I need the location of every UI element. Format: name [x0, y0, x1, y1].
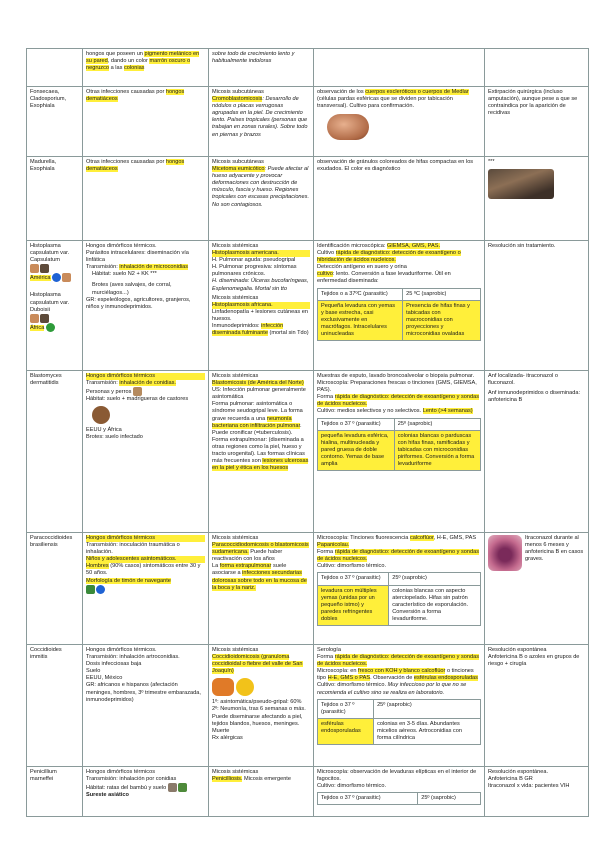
text: Cultivo: dimorfismo térmico.	[317, 682, 387, 689]
highlight: calcoflúor	[409, 535, 434, 541]
text: Cultivo: medios selectivos y no selectivos.	[317, 408, 423, 415]
diagnosis-cell	[314, 241, 485, 371]
disease-cell	[209, 767, 314, 817]
text: Suelo	[86, 668, 101, 675]
diagnosis-cell	[314, 645, 485, 767]
treatment-cell: Resolución sin tratamiento.	[485, 241, 589, 371]
features-cell	[83, 241, 209, 371]
sub-header: 25 ºC (saprobic)	[403, 288, 481, 300]
highlight: Hombres	[86, 563, 109, 570]
highlight: inhalación de conidias.	[119, 380, 176, 387]
highlight: fresco con KOH y blanco calcoflúor	[358, 668, 446, 675]
text: Muy infeccioso por lo que no se recomienda el cultivo sino se realiza en laboratorio.	[317, 682, 467, 696]
disease-cell	[209, 645, 314, 767]
text: Resolución espontánea	[488, 647, 547, 653]
diagnosis-cell: observación de gránulos coloreados de hifas compactas en los exudados. El color es diagnóstico	[314, 157, 485, 241]
organism-cell	[27, 241, 83, 371]
organism-cell: Blastomyces dermatitidis	[27, 371, 83, 533]
treatment-cell: Extirpación quirúrgica (incluso amputación), aunque pese a que se contraindica por la aparición de recidivas	[485, 87, 589, 157]
disease-cell: sobre todo de crecimiento lento y habitualmente indoloras	[209, 49, 314, 87]
flag-america-icon	[52, 273, 61, 282]
text: Hábitat: ratas del bambú y suelo	[86, 785, 167, 792]
sun-face-icon	[236, 678, 254, 696]
sub-header: 25º (saprobic)	[374, 699, 481, 718]
highlight: Coccidioidomicosis (granuloma coccidioidal o fiebre del valle de San Joaquín)	[212, 654, 303, 675]
table-row	[27, 533, 589, 645]
highlight: detección de exoantígeno y sondas de ácidos nucleicos.	[317, 394, 480, 408]
diagnosis-cell	[314, 87, 485, 157]
highlight: Micetoma eumicótico	[212, 166, 265, 173]
text: o tinciones tipo	[317, 668, 474, 682]
highlight: inhalación de microconidias	[119, 264, 189, 271]
highlight: Hongos dimórficos térmicos	[86, 373, 205, 380]
sub-cell: Pequeña levadura con yemas y base estrecha, casi exclusivamente en macrófagos. Intracelulares uninucleadas	[318, 300, 403, 340]
treatment-cell	[485, 767, 589, 817]
bird-icon	[62, 273, 71, 282]
text: Rx alérgicas	[212, 734, 243, 741]
text: Micosis sistémicas	[212, 243, 259, 249]
text: Micosis sistémicas	[212, 294, 259, 301]
diagnosis-cell	[314, 49, 485, 87]
sub-header: Tejidos o 37 º (parasitic)	[318, 573, 389, 585]
text: Muestras de esputo, lavado broncoalveolar o biopsia pulmonar.	[317, 373, 475, 379]
fungi-table	[26, 48, 589, 817]
text: La	[212, 563, 220, 570]
text: 2º: Neumonía, tras 6 semanas o más. Puede diseminarse afectando a piel, tejidos blandos, huesos, meninges. Muerte	[212, 706, 306, 734]
text: GR: africanos e hispanos (afectación meninges, hombres, 3º trimestre embarazada, inmunodeprimidos)	[86, 682, 201, 703]
disease-cell	[209, 371, 314, 533]
text: Personas y perros	[86, 389, 132, 396]
highlight: Lento (>4 semanas)	[422, 408, 473, 415]
highlight: neumonía bacteriana con infiltración pulmonar	[212, 415, 300, 429]
text: Cultivo	[317, 250, 336, 257]
text: Anfotericina B o azoles en grupos de riesgo + cirugía	[488, 654, 580, 668]
text: , dando un color	[107, 58, 150, 65]
features-cell	[83, 157, 209, 241]
features-cell	[83, 533, 209, 645]
treatment-cell	[485, 49, 589, 87]
text: Micosis sistémicas	[212, 769, 259, 775]
sub-cell: colonias blancas con aspecto aterciopelado. Hifas sin patrón característico de esporulación. Conversión a forma levaduriforme.	[389, 585, 481, 625]
highlight: colonias	[123, 65, 145, 72]
dog-icon	[133, 387, 142, 396]
text: Hábitat: suelo N2 + KK ***	[92, 271, 157, 278]
sub-header: Tejidos o 37 º (parasitic)	[318, 418, 395, 430]
text: Forma pulmonar: asintomática o síndrome seudogripal leve. La forma grave recuerda a una	[212, 401, 303, 422]
text: Forma	[317, 654, 335, 661]
table-row	[27, 87, 589, 157]
text: Microscopía: en	[317, 668, 359, 675]
highlight: Cromoblastomicosis	[212, 96, 263, 103]
text: Forma	[317, 549, 335, 556]
text: Puede haber reactivación con los años	[212, 549, 283, 563]
organism-cell	[27, 49, 83, 87]
highlight: Papanicolau.	[317, 542, 350, 549]
highlight: Niños y adolescentes asintomáticos.	[86, 556, 205, 563]
highlight: Histoplasmosis africana.	[212, 302, 310, 309]
sub-cell: esférulas endosporuladas	[318, 718, 374, 744]
highlight: detección de exoantígeno o hibridación de ácidos nucleicos.	[317, 250, 461, 264]
highlight: cultivo	[317, 271, 333, 278]
sub-header: Tejidos o 37 º (parasitic)	[318, 793, 418, 805]
text: : lento. Conversión a fase levaduriforme. Útil en enfermedad diseminada:	[317, 271, 451, 285]
text: Histoplasma capsulatum var. Capsulatum	[30, 243, 70, 264]
highlight: detección de exoantígeno y sondas de ácidos nucleicos.	[317, 549, 480, 563]
text: suele asociarse a	[212, 563, 287, 577]
culture-subtable	[317, 418, 481, 472]
treatment-cell	[485, 157, 589, 241]
foot-image	[488, 169, 554, 199]
text: Anf inmunodeprimidos o diseminada: anfotericina B	[488, 390, 581, 404]
text: Forma extrapulmonar: (diseminada a otras regiones como la piel, hueso y tracto urogenital). Las formas clínicas más frecuentes son	[212, 436, 305, 465]
highlight: rápida de diagnóstico:	[335, 250, 392, 257]
text: H. diseminada: Úlceras bucofaríngeas, Esplenomegalia. Mortal sin tto	[212, 278, 309, 292]
disease-cell	[209, 533, 314, 645]
organism-cell: Fonsecaea, Cladosporium, Exophiala	[27, 87, 83, 157]
text: (células pardas esféricas que se dividen por tabicación transversal). Cultivo para confirmación.	[317, 96, 453, 110]
highlight: rápida de diagnóstico:	[334, 549, 392, 556]
text: Transmisión: inhalación por conidias	[86, 776, 177, 783]
highlight: lesiones ulcerosas en la piel y ética en los huesos	[212, 458, 309, 472]
features-cell	[83, 87, 209, 157]
highlight: cuerpos escleróticos o cuerpos de Medlar	[365, 89, 469, 95]
diagnosis-cell	[314, 371, 485, 533]
features-cell	[83, 767, 209, 817]
bird-icon	[30, 314, 39, 323]
text: Sureste asiático	[86, 792, 129, 799]
highlight: Histoplasmosis americana.	[212, 250, 310, 257]
culture-subtable	[317, 792, 481, 805]
highlight: marrón oscuro o negruzco	[86, 58, 191, 72]
text: Transmisión: inoculación traumática o inhalación.	[86, 542, 180, 556]
bird-icon	[30, 264, 39, 273]
text: Micosis sistémicas	[212, 373, 259, 379]
text: GR: espeleólogos, agricultores, granjeros, niños y inmunodeprimidos.	[86, 296, 191, 310]
highlight: Hongos dimórficos térmicos	[86, 535, 205, 542]
table-row	[27, 241, 589, 371]
sub-cell: colonias en 3-5 días. Abundantes micelios aéreos. Artroconidias con forma cilíndrica	[374, 718, 481, 744]
text: ***	[488, 159, 495, 165]
highlight: pigmento melánico en su pared	[86, 51, 200, 65]
text: Hongos dimórficos térmicos.	[86, 647, 157, 653]
features-cell	[83, 49, 209, 87]
text: H. Pulmonar progresiva: síntomas pulmonares crónicos.	[212, 264, 297, 278]
highlight: detección de exoantígeno y sondas de ácidos nucleicos.	[317, 654, 480, 668]
text: Cultivo: dimorfismo térmico.	[317, 783, 387, 790]
text: (mortal sin Tdo)	[267, 330, 309, 337]
table-row	[27, 645, 589, 767]
text: Brotes (aves salvajes, de corral, murciélagos...)	[92, 282, 172, 296]
text: Transmisión:	[86, 380, 120, 387]
tree-icon	[86, 585, 95, 594]
lesion-image	[327, 114, 369, 140]
culture-subtable	[317, 572, 481, 626]
highlight: Morfología de timón de navegante	[86, 577, 171, 584]
text: Otras infecciones causadas por	[86, 159, 166, 165]
text: EEUU y África	[86, 427, 122, 434]
beaver-icon	[92, 406, 110, 424]
text: Transmisión:	[86, 264, 120, 271]
text: Cultivo: dimorfismo térmico.	[317, 563, 387, 570]
text: Hábitat: suelo + madrigueras de castores	[86, 396, 189, 403]
highlight: GIEMSA, GMS, PAS.	[386, 243, 441, 249]
treatment-cell	[485, 645, 589, 767]
highlight: forma extrapulmonar	[219, 563, 272, 570]
text: Anf localizada- itraconazol o fluconazol.	[488, 373, 558, 387]
text: Micosis subcutáneas	[212, 159, 264, 165]
text: Resolución espontánea.	[488, 769, 549, 775]
sub-header: 25º (saprobic)	[389, 573, 481, 585]
highlight: Penicilliosis.	[212, 776, 243, 783]
text: a las	[109, 65, 124, 72]
text: Serología	[317, 647, 341, 653]
text: : Desarrollo de nódulos o placas verrugosas agrupadas en la piel. De crecimiento lento. Países tropicales (personas que trabajan en zonas rurales). Sobre todo en piernas y brazos	[212, 96, 308, 138]
document-page	[26, 48, 588, 816]
tree-icon	[212, 678, 234, 696]
sub-cell: Presencia de hifas finas y tabicadas con macroconidias con proyecciones y microconidias ovaladas	[403, 300, 481, 340]
text: Dosis infecciosas baja	[86, 661, 142, 668]
text: 1º: asintomática/pseudo-gripal: 60%	[212, 699, 302, 706]
highlight: rápida de diagnóstico:	[334, 654, 392, 661]
text: . Observación de	[370, 675, 414, 682]
table-row	[27, 49, 589, 87]
mouth-lesion-image	[488, 535, 522, 571]
diagnosis-cell	[314, 533, 485, 645]
flag-america-icon	[96, 585, 105, 594]
sub-header: Tejidos o a 37ºC (parasitic)	[318, 288, 403, 300]
diagnosis-cell	[314, 767, 485, 817]
table-row	[27, 371, 589, 533]
highlight: África	[30, 324, 45, 331]
highlight: hongos dematiáceos	[86, 89, 185, 103]
culture-subtable	[317, 288, 481, 342]
text: Forma	[317, 394, 335, 401]
organism-cell: Madurella, Exophiala	[27, 157, 83, 241]
highlight: Paracoccidiodomicosis o blastomicosis sudamericana.	[212, 542, 309, 556]
text: Detección antígeno en suero y orina	[317, 264, 407, 271]
disease-cell	[209, 157, 314, 241]
text: Micosis sistémicas	[212, 535, 259, 541]
text: Otras infecciones causadas por	[86, 89, 166, 95]
bamboo-icon	[178, 783, 187, 792]
disease-cell	[209, 241, 314, 371]
sub-header: Tejidos o 37 º (parasitic)	[318, 699, 374, 718]
text: . Puede cronificar (=tuberculosis).	[212, 422, 302, 436]
sub-header: 25º (saprobic)	[418, 793, 481, 805]
text: EEUU, México	[86, 675, 123, 682]
text: Brotes: suelo infectado	[86, 434, 143, 441]
text: Micosis emergente	[242, 776, 291, 783]
highlight: infección diseminada fulminante	[212, 323, 284, 337]
highlight: Blastomicosis (de América del Norte)	[212, 380, 304, 387]
text: Hongos dimórficos térmicos.	[86, 243, 157, 249]
organism-cell: Coccidioides immitis	[27, 645, 83, 767]
highlight: hongos dematiáceos	[86, 159, 185, 173]
highlight: infecciones secundarias dolorosas sobre todo en la mucosa de la boca y la nariz.	[212, 570, 307, 591]
text: H. Pulmonar aguda: pseudogripal	[212, 257, 296, 264]
bat-icon	[40, 264, 49, 273]
organism-cell: Penicillium marneffei	[27, 767, 83, 817]
table-row	[27, 767, 589, 817]
text: Hongos dimórficos térmicos	[86, 769, 156, 775]
text: , H-E, GMS, PAS	[433, 535, 477, 541]
highlight: H-E, GMS o PAS	[327, 675, 371, 682]
text: Parásitos intracelulares: diseminación vía linfática	[86, 250, 189, 264]
treatment-cell	[485, 533, 589, 645]
table-row	[27, 157, 589, 241]
text: Identificación microscópica:	[317, 243, 387, 249]
text: Microscopía: observación de levaduras elípticas en el interior de fagocitos.	[317, 769, 477, 783]
text: Micosis subcutáneas	[212, 89, 264, 95]
rat-icon	[168, 783, 177, 792]
highlight: América	[30, 275, 51, 282]
highlight: esférulas endosporuladas	[413, 675, 478, 682]
disease-cell	[209, 87, 314, 157]
culture-subtable	[317, 699, 481, 745]
text: Microscopía: Preparaciones frescas o tinciones (GMS, GIEMSA, PAS).	[317, 380, 477, 394]
text: Anfotericina B GR	[488, 776, 533, 783]
sub-cell: levadura con múltiples yemas (unidas por un pequeño istmo) y paredes refringentes dobles	[318, 585, 389, 625]
sub-cell: colonias blancas o parduscas con hifas finas, ramificadas y tabicadas con microconidias piriformes. Conversión a forma levaduriforme	[394, 430, 480, 470]
text: US: Infección pulmonar generalmente asintomática	[212, 387, 306, 401]
features-cell	[83, 371, 209, 533]
highlight: rápida de diagnóstico:	[334, 394, 392, 401]
treatment-cell	[485, 371, 589, 533]
text: : Puede afectar al hueso adyacente y provocar deformaciones con destrucción de músculo, fascia y hueso. Regiones tropicales con escasas precipitaciones. No son contagiosos.	[212, 166, 310, 208]
text: Linfadenopatía + lesiones cutáneas en huesos.	[212, 308, 308, 322]
text: Microscopía: Tinciones fluorescencia	[317, 535, 410, 541]
text: observación de los	[317, 89, 366, 95]
features-cell	[83, 645, 209, 767]
text: Itraconazol durante al menos 6 meses y anfotericina B en casos graves.	[525, 535, 584, 563]
text: Itraconazol x vida: pacientes VIH	[488, 783, 570, 790]
sub-header: 25º (saprobic)	[394, 418, 480, 430]
text: Histoplasma capsulatum var. Duboisii	[30, 292, 70, 313]
organism-cell: Paracoccidioides brasiliensis	[27, 533, 83, 645]
text: Inmunodeprimidos:	[212, 323, 262, 330]
text: (90% casos) sintomáticos entre 30 y 50 años.	[86, 563, 201, 577]
flag-africa-icon	[46, 323, 55, 332]
text: hongos que poseen un	[86, 51, 145, 57]
text: Micosis sistémicas	[212, 647, 259, 653]
bat-icon	[40, 314, 49, 323]
text: Transmisión: inhalación artroconidias.	[86, 654, 180, 661]
sub-cell: pequeña levadura esférica, hialina, multinucleada y pared gruesa de doble contorno. Yemas de base amplia	[318, 430, 395, 470]
